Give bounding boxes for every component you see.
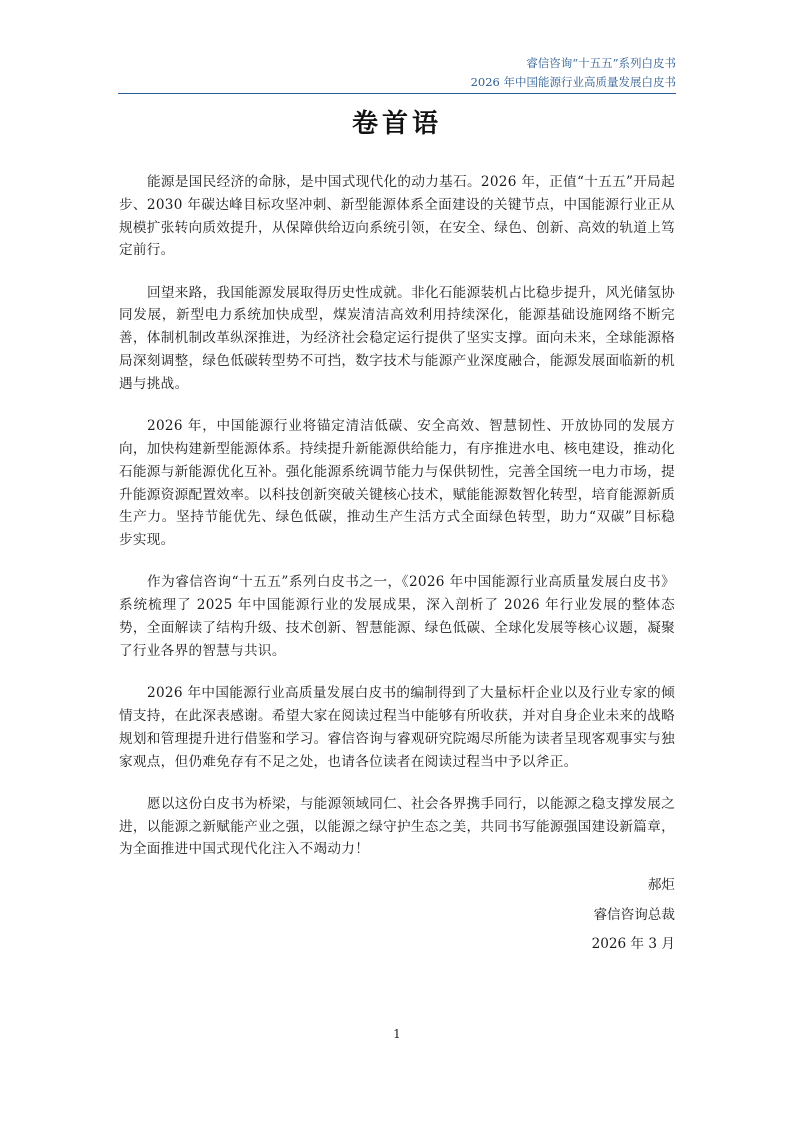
paragraph: 2026 年，中国能源行业将锚定清洁低碳、安全高效、智慧韧性、开放协同的发展方向，加快构建新型能源体系。持续提升新能源供给能力，有序推进水电、核电建设，推动化石能源与新能源优化互补。强化能源系统调节能力与保供韧性，完善全国统一电力市场，提升能源资源配置效率。以科技创新突破关键核心技术，赋能能源数智化转型，培育能源新质生产力。坚持节能优先、绿色低碳，推动生产生活方式全面绿色转型，助力“双碳”目标稳步实现。 <box>119 418 675 549</box>
preface-body <box>119 171 675 881</box>
paragraph: 能源是国民经济的命脉，是中国式现代化的动力基石。2026 年，正值“十五五”开局起步、2030 年碳达峰目标攻坚冲刺、新型能源体系全面建设的关键节点，中国能源行业正从规模扩张转向质效提升，从保障供给迈向系统引领，在安全、绿色、创新、高效的轨道上笃定前行。 <box>119 174 675 259</box>
report-title: 2026 年中国能源行业高质量发展白皮书 <box>470 75 676 89</box>
paragraph: 作为睿信咨询“十五五”系列白皮书之一，《2026 年中国能源行业高质量发展白皮书》系统梳理了 2025 年中国能源行业的发展成果，深入剖析了 2026 年行业发展的整体态势，全面解读了结构升级、技术创新、智慧能源、绿色低碳、全球化发展等核心议题，凝聚了行业各界的智慧与共识。 <box>119 574 675 659</box>
signature-position: 睿信咨询总裁 <box>593 906 675 923</box>
page-number: 1 <box>393 1027 401 1041</box>
signature-block <box>592 871 675 960</box>
signature-date: 2026 年 3 月 <box>591 936 675 952</box>
header-divider <box>118 93 676 94</box>
page-title: 卷首语 <box>351 109 442 139</box>
running-header <box>471 54 676 92</box>
paragraph: 2026 年中国能源行业高质量发展白皮书的编制得到了大量标杆企业以及行业专家的倾情支持，在此深表感谢。希望大家在阅读过程当中能够有所收获，并对自身企业未来的战略规划和管理提升进行借鉴和学习。睿信咨询与睿观研究院竭尽所能为读者呈现客观事实与独家观点，但仍难免存有不足之处，也请各位读者在阅读过程当中予以斧正。 <box>119 685 675 770</box>
signature-name: 郝炬 <box>647 877 675 893</box>
paragraph: 回望来路，我国能源发展取得历史性成就。非化石能源装机占比稳步提升，风光储氢协同发展，新型电力系统加快成型，煤炭清洁高效利用持续深化，能源基础设施网络不断完善，体制机制改革纵深推进，为经济社会稳定运行提供了坚实支撑。面向未来，全球能源格局深刻调整，绿色低碳转型势不可挡，数字技术与能源产业深度融合，能源发展面临新的机遇与挑战。 <box>119 284 675 392</box>
series-title: 睿信咨询“十五五”系列白皮书 <box>526 56 676 70</box>
paragraph: 愿以这份白皮书为桥梁，与能源领域同仁、社会各界携手同行，以能源之稳支撑发展之进，以能源之新赋能产业之强，以能源之绿守护生态之美，共同书写能源强国建设新篇章，为全面推进中国式现代化注入不竭动力！ <box>119 795 675 858</box>
